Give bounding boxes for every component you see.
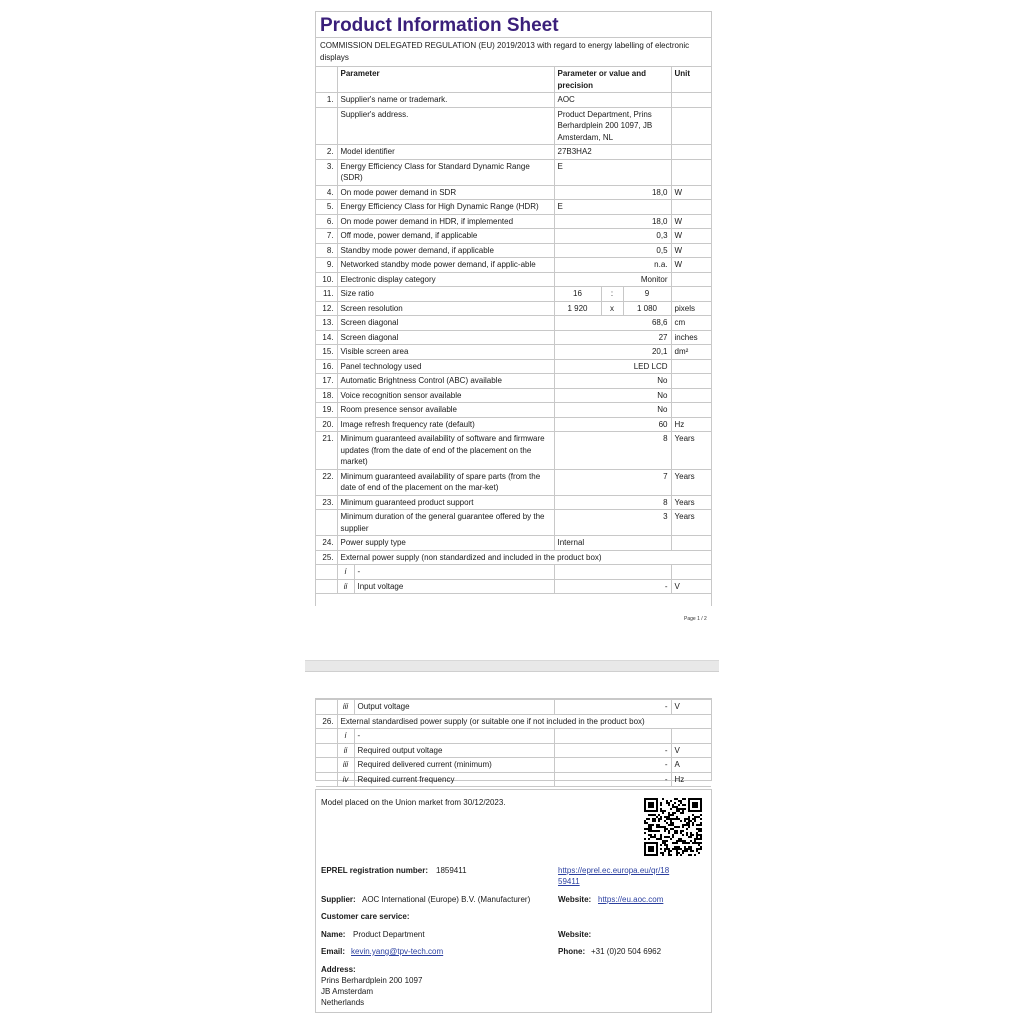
unit-cell: cm <box>671 316 711 331</box>
parameter-cell: Electronic display category <box>337 272 554 287</box>
row-number: 16. <box>316 359 337 374</box>
parameter-cell: External power supply (non standardized and included in the product box) <box>337 550 711 565</box>
value-cell: E <box>554 200 671 215</box>
unit-cell <box>671 200 711 215</box>
header-value: Parameter or value and precision <box>554 67 671 93</box>
parameter-cell: Energy Efficiency Class for High Dynamic Range (HDR) <box>337 200 554 215</box>
page-title: Product Information Sheet <box>320 15 559 36</box>
value-cell: - <box>554 758 671 773</box>
sub-index: iv <box>337 772 354 787</box>
supplier-label: Supplier: <box>321 895 356 904</box>
table-row <box>316 417 711 432</box>
unit-cell: Hz <box>671 772 711 787</box>
unit-cell <box>671 93 711 108</box>
table-row <box>316 272 711 287</box>
value-cell: 20,1 <box>554 345 671 360</box>
table-row <box>316 258 711 273</box>
eprel-link-continued[interactable]: 59411 <box>558 877 580 886</box>
parameter-cell: On mode power demand in SDR <box>337 185 554 200</box>
sub-row <box>316 758 711 773</box>
unit-cell <box>671 107 711 145</box>
table-row <box>316 359 711 374</box>
table-row <box>316 432 711 470</box>
row-number <box>316 772 337 787</box>
row-number: 11. <box>316 287 337 302</box>
unit-cell: V <box>671 700 711 715</box>
name-label: Name: <box>321 930 346 939</box>
value-cell: Monitor <box>554 272 671 287</box>
sub-parameter: Required output voltage <box>354 743 554 758</box>
parameter-cell: External standardised power supply (or suitable one if not included in the product box) <box>337 714 711 729</box>
row-number: 19. <box>316 403 337 418</box>
value-cell: 0,3 <box>554 229 671 244</box>
value-cell: No <box>554 374 671 389</box>
parameter-cell: Minimum guaranteed product support <box>337 495 554 510</box>
value-cell: - <box>554 772 671 787</box>
table-row <box>316 316 711 331</box>
sub-index: iii <box>337 758 354 773</box>
sub-parameter: Output voltage <box>354 700 554 715</box>
row-number <box>316 565 337 580</box>
value-cell: E <box>554 159 671 185</box>
parameter-cell: Room presence sensor available <box>337 403 554 418</box>
table-row <box>316 469 711 495</box>
resolution-sep: x <box>601 301 623 316</box>
website-link[interactable]: https://eu.aoc.com <box>598 895 664 904</box>
ratio-a: 16 <box>554 287 601 302</box>
info-sheet-contact-box <box>315 789 712 1013</box>
header-number-cell <box>316 67 337 93</box>
eprel-label: EPREL registration number: <box>321 866 428 875</box>
market-date-text: Model placed on the Union market from 30/12/2023. <box>321 798 506 807</box>
table-row <box>316 93 711 108</box>
eprel-link[interactable]: https://eprel.ec.europa.eu/qr/18 <box>558 866 670 875</box>
sub-parameter: Input voltage <box>357 581 404 591</box>
table-row <box>316 107 711 145</box>
row-number: 1. <box>316 93 337 108</box>
table-row <box>316 185 711 200</box>
size-ratio-row <box>316 287 711 302</box>
header-parameter: Parameter <box>337 67 554 93</box>
eprel-value: 1859411 <box>436 866 467 875</box>
unit-cell <box>671 388 711 403</box>
info-sheet-page-1 <box>315 11 712 606</box>
row-number: 10. <box>316 272 337 287</box>
parameter-cell: Screen diagonal <box>337 330 554 345</box>
unit-cell: W <box>671 258 711 273</box>
resolution-a: 1 920 <box>554 301 601 316</box>
parameter-cell: Automatic Brightness Control (ABC) available <box>337 374 554 389</box>
unit-cell: V <box>671 579 711 594</box>
parameter-cell: Voice recognition sensor available <box>337 388 554 403</box>
unit-cell: W <box>671 185 711 200</box>
value-cell: 7 <box>554 469 671 495</box>
table-header-row <box>316 67 711 93</box>
unit-cell: dm² <box>671 345 711 360</box>
unit-cell <box>671 359 711 374</box>
row-number: 17. <box>316 374 337 389</box>
value-cell <box>554 565 671 580</box>
value-cell: No <box>554 388 671 403</box>
row-number: 6. <box>316 214 337 229</box>
sub-index: i <box>338 565 355 579</box>
parameter-cell: On mode power demand in HDR, if implemented <box>337 214 554 229</box>
row-number: 14. <box>316 330 337 345</box>
resolution-row <box>316 301 711 316</box>
value-cell: - <box>554 700 671 715</box>
power-supply-table <box>316 699 711 787</box>
value-cell: 60 <box>554 417 671 432</box>
unit-cell: V <box>671 743 711 758</box>
address-line-3: Netherlands <box>321 998 365 1007</box>
row-number: 4. <box>316 185 337 200</box>
value-cell: 18,0 <box>554 185 671 200</box>
value-cell: AOC <box>554 93 671 108</box>
row-number <box>316 743 337 758</box>
row-number: 25. <box>316 550 337 565</box>
sub-parameter-cell <box>337 565 554 580</box>
unit-cell: A <box>671 758 711 773</box>
ratio-sep: : <box>601 287 623 302</box>
value-cell: 0,5 <box>554 243 671 258</box>
row-number: 3. <box>316 159 337 185</box>
row-number: 2. <box>316 145 337 160</box>
table-row <box>316 159 711 185</box>
table-row <box>316 229 711 244</box>
email-label: Email: <box>321 947 346 956</box>
unit-cell <box>671 565 711 580</box>
unit-cell: Years <box>671 469 711 495</box>
table-row <box>316 345 711 360</box>
website-label: Website: <box>558 895 592 904</box>
table-row <box>316 403 711 418</box>
parameter-cell: Image refresh frequency rate (default) <box>337 417 554 432</box>
sub-index: ii <box>337 743 354 758</box>
address-line-2: JB Amsterdam <box>321 987 374 996</box>
unit-cell <box>671 536 711 551</box>
sub-parameter: Required delivered current (minimum) <box>354 758 554 773</box>
info-sheet-page-2-table <box>315 698 712 784</box>
row-number <box>316 729 337 744</box>
parameter-cell: Energy Efficiency Class for Standard Dynamic Range (SDR) <box>337 159 554 185</box>
row-number: 20. <box>316 417 337 432</box>
unit-cell <box>671 729 711 744</box>
value-cell: LED LCD <box>554 359 671 374</box>
row-number: 24. <box>316 536 337 551</box>
row-number: 7. <box>316 229 337 244</box>
value-cell: 3 <box>554 510 671 536</box>
row-number <box>316 510 337 536</box>
parameter-cell: Visible screen area <box>337 345 554 360</box>
unit-cell: W <box>671 229 711 244</box>
table-row <box>316 243 711 258</box>
sub-index: i <box>337 729 354 744</box>
unit-cell: Hz <box>671 417 711 432</box>
sub-parameter: - <box>354 729 554 744</box>
unit-cell: inches <box>671 330 711 345</box>
name-value: Product Department <box>353 930 425 939</box>
table-row <box>316 200 711 215</box>
row-number: 26. <box>316 714 337 729</box>
row-number: 18. <box>316 388 337 403</box>
value-cell: 8 <box>554 495 671 510</box>
unit-cell: W <box>671 214 711 229</box>
value-cell <box>554 729 671 744</box>
address-line-1: Prins Berhardplein 200 1097 <box>321 976 423 985</box>
unit-cell <box>671 159 711 185</box>
parameter-cell: Screen diagonal <box>337 316 554 331</box>
sub-row <box>316 579 711 594</box>
row-number: 15. <box>316 345 337 360</box>
standardised-supply-row <box>316 714 711 729</box>
phone-value: +31 (0)20 504 6962 <box>591 947 662 956</box>
sub-parameter-cell <box>337 579 554 594</box>
sub-index: iii <box>337 700 354 715</box>
sub-index: ii <box>338 580 355 594</box>
value-cell: No <box>554 403 671 418</box>
power-type-row <box>316 536 711 551</box>
row-number: 12. <box>316 301 337 316</box>
sub-parameter: Required current frequency <box>354 772 554 787</box>
value-cell: Product Department, Prins Berhardplein 200 1097, JB Amsterdam, NL <box>554 107 671 145</box>
parameter-cell: Panel technology used <box>337 359 554 374</box>
value-cell: 68,6 <box>554 316 671 331</box>
unit-cell <box>671 374 711 389</box>
customer-care-label: Customer care service: <box>321 912 410 921</box>
row-number <box>316 758 337 773</box>
row-number: 9. <box>316 258 337 273</box>
external-supply-row <box>316 550 711 565</box>
unit-cell: Years <box>671 510 711 536</box>
supplier-value: AOC International (Europe) B.V. (Manufacturer) <box>362 895 531 904</box>
table-row <box>316 374 711 389</box>
address-label: Address: <box>321 965 356 974</box>
spec-table <box>316 66 711 594</box>
sub-row <box>316 772 711 787</box>
value-cell: n.a. <box>554 258 671 273</box>
unit-cell <box>671 287 711 302</box>
unit-cell: pixels <box>671 301 711 316</box>
row-number: 8. <box>316 243 337 258</box>
parameter-cell: Model identifier <box>337 145 554 160</box>
parameter-cell: Networked standby mode power demand, if applic-able <box>337 258 554 273</box>
value-cell: 27 <box>554 330 671 345</box>
parameter-cell: Supplier's address. <box>337 107 554 145</box>
ratio-b: 9 <box>623 287 671 302</box>
unit-cell: Years <box>671 495 711 510</box>
unit-cell <box>671 403 711 418</box>
parameter-cell: Minimum guaranteed availability of software and firmware updates (from the date of end of the placement on the market) <box>337 432 554 470</box>
sub-row <box>316 729 711 744</box>
phone-label: Phone: <box>558 947 586 956</box>
regulation-subtitle: COMMISSION DELEGATED REGULATION (EU) 2019/2013 with regard to energy labelling of electronic displays <box>316 37 711 66</box>
value-cell: 18,0 <box>554 214 671 229</box>
value-cell: - <box>554 743 671 758</box>
table-row <box>316 145 711 160</box>
row-number: 21. <box>316 432 337 470</box>
page-separator <box>305 660 719 672</box>
parameter-cell: Standby mode power demand, if applicable <box>337 243 554 258</box>
parameter-cell: Minimum duration of the general guarantee offered by the supplier <box>337 510 554 536</box>
unit-cell <box>671 145 711 160</box>
parameter-cell: Minimum guaranteed availability of spare parts (from the date of end of the placement on the mar-ket) <box>337 469 554 495</box>
row-number <box>316 579 337 594</box>
table-row <box>316 388 711 403</box>
parameter-cell: Supplier's name or trademark. <box>337 93 554 108</box>
header-unit: Unit <box>671 67 711 93</box>
website2-label: Website: <box>558 930 592 939</box>
row-number <box>316 700 337 715</box>
resolution-b: 1 080 <box>623 301 671 316</box>
row-number: 13. <box>316 316 337 331</box>
unit-cell <box>671 272 711 287</box>
table-row <box>316 214 711 229</box>
parameter-cell: Power supply type <box>337 536 554 551</box>
unit-cell: W <box>671 243 711 258</box>
email-link[interactable]: kevin.yang@tpv-tech.com <box>351 947 444 956</box>
row-number: 5. <box>316 200 337 215</box>
table-row <box>316 330 711 345</box>
table-row <box>316 510 711 536</box>
output-voltage-row <box>316 700 711 715</box>
parameter-cell: Screen resolution <box>337 301 554 316</box>
sub-row <box>316 743 711 758</box>
parameter-cell: Size ratio <box>337 287 554 302</box>
sub-parameter: - <box>357 567 361 576</box>
qr-code-icon <box>644 798 702 856</box>
value-cell: Internal <box>554 536 671 551</box>
row-number: 22. <box>316 469 337 495</box>
sub-row <box>316 565 711 580</box>
row-number: 23. <box>316 495 337 510</box>
unit-cell: Years <box>671 432 711 470</box>
table-row <box>316 495 711 510</box>
value-cell: 27B3HA2 <box>554 145 671 160</box>
parameter-cell: Off mode, power demand, if applicable <box>337 229 554 244</box>
page-number: Page 1 / 2 <box>684 616 707 622</box>
value-cell: - <box>554 579 671 594</box>
row-number <box>316 107 337 145</box>
value-cell: 8 <box>554 432 671 470</box>
